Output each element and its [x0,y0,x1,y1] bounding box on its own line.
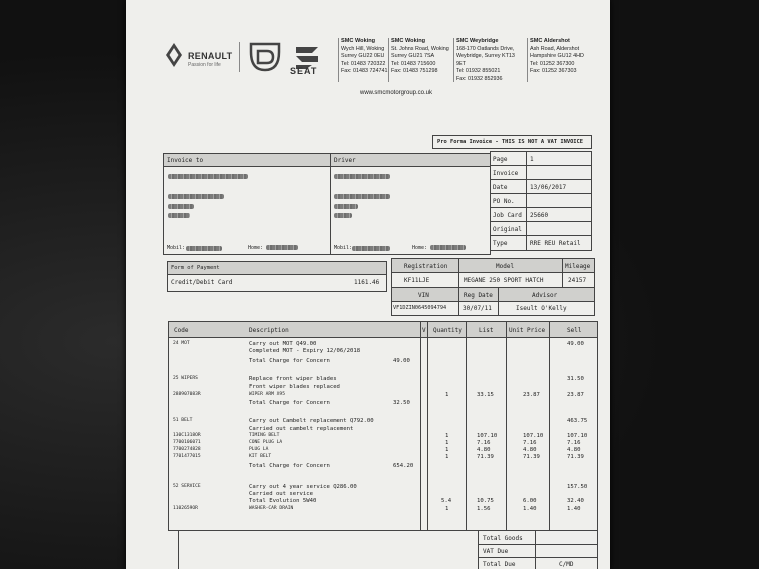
driver-label: Driver [334,157,356,164]
line-sell: 463.75 [567,418,588,424]
total-goods-label: Total Goods [483,535,523,542]
col-sell: Sell [567,327,582,334]
line-sell: 23.87 [567,392,584,398]
vehicle-col [562,259,563,287]
address-block [163,153,491,255]
home-label: Home: [412,245,428,251]
invoice-paper [126,0,610,569]
col-rule [466,322,467,530]
meta-row [491,222,591,236]
line-qty: 1 [445,433,449,439]
vat-due-label: VAT Due [483,548,509,555]
total-due-partial: C/MD [559,561,574,568]
line-description: Carry out 4 year service Q286.00 [249,484,357,490]
branch-line: 168-170 Oatlands Drive, [456,45,515,52]
line-list: 71.39 [477,454,494,460]
meta-label: Original [493,226,522,233]
seat-name: SEAT [290,66,318,76]
invoice-lines-table [168,321,598,531]
vin-label: VIN [418,292,429,299]
logo-divider [239,42,240,72]
col-description: Description [249,327,289,334]
advisor-value: Iseult O'Kelly [516,305,567,312]
line-description: WASHER-CAR DRAIN [249,506,294,511]
line-sell: 32.40 [567,498,584,504]
meta-value: 13/06/2017 [530,184,567,191]
line-description: Total Charge for Concern [249,400,330,406]
branch-line: Ash Road, Aldershot [530,45,580,52]
line-code: 25 WIPERS [173,376,198,381]
col-code: Code [174,327,189,334]
line-code: 7700106071 [173,440,201,445]
address-divider [330,154,331,254]
notes-box [178,530,478,569]
line-code: 51 BELT [173,418,193,423]
meta-label: PO No. [493,198,515,205]
branch-line: Tel: 01483 715600 [391,60,436,67]
line-code: 24 MOT [173,341,190,346]
line-description: WIPER ARM X95 [249,392,285,397]
line-code: 288907083R [173,392,201,397]
branch-line: Surrey GU21 7SA [391,53,435,59]
meta-label: Date [493,184,508,191]
letterhead [126,38,610,90]
branch-divider [527,38,528,82]
line-code: 1102659OR [173,506,198,511]
address-header [164,154,490,167]
line-description: CONE PLUG LA [249,440,283,445]
website: www.smcmotorgroup.co.uk [360,90,433,96]
meta-label: Job Card [493,212,522,219]
line-description: TIMING BELT [249,433,280,438]
line-qty: 5.4 [441,498,452,504]
mobil-label: Mobil: [334,245,353,251]
line-description: Total Charge for Concern [249,358,330,364]
line-unit-price: 6.00 [523,498,537,504]
branch-line: Tel: 01252 367300 [530,60,575,67]
branch-aldershot [530,38,592,76]
line-sell: 1.40 [567,506,581,512]
line-list: 4.80 [477,447,491,453]
home-label: Home: [248,245,264,251]
renault-diamond-icon [164,42,184,68]
line-sell: 71.39 [567,454,584,460]
line-description: KIT BELT [249,454,272,459]
renault-name: RENAULT [188,51,233,61]
line-unit-price: 4.80 [523,447,537,453]
redacted-mobile [186,246,222,251]
redacted-address [168,204,194,209]
invoice-to-label: Invoice to [167,157,204,164]
meta-label: Type [493,240,508,247]
col-v: V [422,327,426,334]
col-rule [549,322,550,530]
meta-row [491,152,591,166]
model-label: Model [496,263,515,270]
line-sell: 49.00 [567,341,584,347]
line-total: 654.20 [393,463,414,469]
line-qty: 1 [445,447,449,453]
redacted-name [168,174,248,179]
vin-value: VF1DZIN0645094794 [393,305,447,311]
line-qty: 1 [445,454,449,460]
redacted-driver-name [334,174,390,179]
line-description: Completed MOT - Expiry 12/06/2018 [249,348,361,354]
line-code: 7700274828 [173,447,201,452]
line-description: Replace front wiper blades [249,376,337,382]
meta-row [491,208,591,222]
branch-name: SMC Woking [341,38,376,44]
line-description: PLUG LA [249,447,269,452]
redacted-phone [266,245,298,250]
line-qty: 1 [445,392,449,398]
redacted-driver-phone [430,245,466,250]
branch-line: Fax: 01483 724741 [341,68,388,74]
branch-divider [338,38,339,82]
meta-row [491,180,591,194]
meta-label: Page [493,156,508,163]
branch-name: SMC Aldershot [530,38,570,44]
total-due-label: Total Due [483,561,516,568]
branch-line: Surrey GU22 0EU [341,53,385,59]
col-quantity: Quantity [433,327,462,334]
branch-line: St. Johns Road, Woking [391,45,449,52]
col-list: List [479,327,494,334]
redacted-driver-mobile [352,246,390,251]
totals-box [478,530,598,569]
line-list: 7.16 [477,440,491,446]
vehicle-box [391,258,595,316]
branch-line: Weybridge, Surrey KT13 9ET [456,53,515,67]
totals-divider [535,531,536,569]
branch-line: Fax: 01483 751298 [391,68,438,74]
meta-value: 25660 [530,212,549,219]
branch-name: SMC Woking [391,38,426,44]
regdate-label: Reg Date [464,292,493,299]
vehicle-col [498,288,499,315]
line-total: 49.00 [393,358,410,364]
line-unit-price: 71.39 [523,454,540,460]
redacted-driver-address [334,194,390,199]
col-rule [420,322,421,530]
invoice-meta [490,151,592,251]
line-code: 130C1318OR [173,433,201,438]
line-list: 10.75 [477,498,494,504]
line-code: 52 SERVICE [173,484,201,489]
line-description: Carried out service [249,491,313,497]
registration-label: Registration [404,263,448,270]
col-unit-price: Unit Price [509,327,546,334]
line-code: 7701477015 [173,454,201,459]
advisor-label: Advisor [532,292,558,299]
branch-line: Tel: 01932 855021 [456,68,501,74]
line-description: Front wiper blades replaced [249,384,340,390]
mobil-label: Mobil: [167,245,186,251]
totals-rule [479,557,597,558]
redacted-address [168,194,224,199]
line-sell: 7.16 [567,440,581,446]
meta-row [491,166,591,180]
line-unit-price: 23.87 [523,392,540,398]
model-value: MEGANE 250 SPORT HATCH [464,277,544,284]
branch-line: Hampshire GU12 4HD [530,53,584,59]
payment-box [167,261,387,292]
totals-rule [479,544,597,545]
redacted-driver-address [334,204,358,209]
pro-forma-banner [432,135,592,149]
meta-row [491,236,591,250]
branch-name: SMC Weybridge [456,38,499,44]
mileage-label: Mileage [565,263,591,270]
meta-value: 1 [530,156,534,163]
branch-weybridge [456,38,526,83]
line-qty: 1 [445,440,449,446]
col-rule [506,322,507,530]
redacted-address [168,213,190,218]
line-sell: 31.50 [567,376,584,382]
dacia-logo-icon [249,42,281,72]
payment-method: Credit/Debit Card [171,279,233,286]
banner-text: Pro Forma Invoice - THIS IS NOT A VAT INVOICE [437,139,584,145]
line-description: Carry out MOT Q49.00 [249,341,317,347]
renault-tagline: Passion for life [188,62,221,68]
payment-amount: 1161.46 [354,279,380,286]
col-rule [427,322,428,530]
line-qty: 1 [445,506,449,512]
meta-value: RRE REU Retail [530,240,581,247]
branch-woking-stjohns [391,38,453,76]
line-sell: 157.50 [567,484,588,490]
line-unit-price: 107.10 [523,433,544,439]
branch-divider [453,38,454,82]
payment-label: Form of Payment [171,265,220,271]
line-total: 32.50 [393,400,410,406]
meta-label: Invoice [493,170,519,177]
line-description: Total Evolution 5W40 [249,498,317,504]
line-description: Total Charge for Concern [249,463,330,469]
branch-line: Fax: 01252 367303 [530,68,577,74]
line-sell: 4.80 [567,447,581,453]
branch-line: Tel: 01483 720322 [341,60,386,67]
line-sell: 107.10 [567,433,588,439]
line-list: 107.10 [477,433,498,439]
vehicle-col [458,259,459,315]
line-list: 1.56 [477,506,491,512]
line-description: Carry out Cambelt replacement Q792.00 [249,418,374,424]
branch-divider [388,38,389,82]
branch-line: Fax: 01932 852936 [456,75,503,82]
redacted-driver-address [334,213,352,218]
line-description: Carried out cambelt replacement [249,426,354,432]
branch-line: Wych Hill, Woking [341,45,385,52]
meta-row [491,194,591,208]
line-unit-price: 7.16 [523,440,537,446]
line-list: 33.15 [477,392,494,398]
regdate-value: 30/07/11 [463,305,492,312]
mileage-value: 24157 [568,277,587,284]
line-unit-price: 1.40 [523,506,537,512]
registration-value: KF11LJE [404,277,430,284]
